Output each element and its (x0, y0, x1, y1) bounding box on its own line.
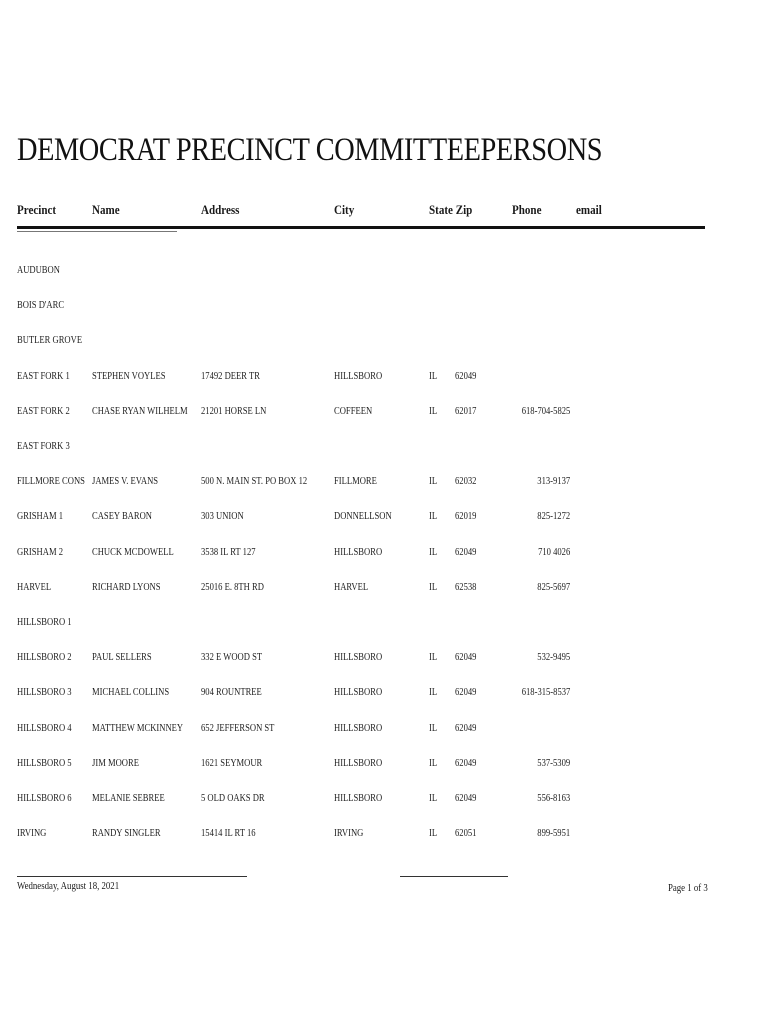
table-row (0, 722, 770, 738)
cell-name: CHUCK MCDOWELL (92, 546, 174, 558)
cell-zip: 62049 (455, 686, 477, 698)
cell-address: 500 N. MAIN ST. PO BOX 12 (201, 475, 308, 487)
cell-precinct: HILLSBORO 5 (17, 757, 72, 769)
cell-phone: 532-9495 (537, 651, 570, 663)
cell-precinct: HILLSBORO 3 (17, 686, 72, 698)
table-row (0, 827, 770, 843)
cell-state: IL (429, 651, 438, 663)
cell-phone: 537-5309 (537, 757, 570, 769)
cell-zip: 62051 (455, 827, 477, 839)
table-row (0, 510, 770, 526)
table-row (0, 792, 770, 808)
cell-precinct: EAST FORK 1 (17, 370, 70, 382)
cell-state: IL (429, 792, 438, 804)
cell-zip: 62049 (455, 722, 477, 734)
cell-state: IL (429, 581, 438, 593)
table-row (0, 686, 770, 702)
cell-city: HILLSBORO (334, 792, 383, 804)
cell-address: 15414 IL RT 16 (201, 827, 256, 839)
table-row (0, 651, 770, 667)
cell-zip: 62049 (455, 370, 477, 382)
cell-phone: 618-704-5825 (521, 405, 570, 417)
cell-name: JAMES V. EVANS (92, 475, 159, 487)
cell-address: 21201 HORSE LN (201, 405, 267, 417)
cell-precinct: HARVEL (17, 581, 52, 593)
cell-address: 5 OLD OAKS DR (201, 792, 265, 804)
cell-city: HILLSBORO (334, 686, 383, 698)
footer-divider-left (17, 876, 247, 877)
cell-phone: 618-315-8537 (521, 686, 570, 698)
cell-city: DONNELLSON (334, 510, 392, 522)
cell-state: IL (429, 827, 438, 839)
cell-precinct: GRISHAM 1 (17, 510, 64, 522)
table-row (0, 370, 770, 386)
table-row (0, 757, 770, 773)
cell-state: IL (429, 475, 438, 487)
cell-precinct: HILLSBORO 6 (17, 792, 72, 804)
cell-phone: 710 4026 (537, 546, 570, 558)
cell-name: PAUL SELLERS (92, 651, 152, 663)
header-state-zip: State Zip (429, 202, 473, 217)
cell-zip: 62032 (455, 475, 477, 487)
cell-name: RICHARD LYONS (92, 581, 161, 593)
cell-state: IL (429, 686, 438, 698)
cell-state: IL (429, 546, 438, 558)
cell-name: MELANIE SEBREE (92, 792, 165, 804)
cell-address: 303 UNION (201, 510, 244, 522)
header-address: Address (201, 202, 240, 217)
cell-state: IL (429, 722, 438, 734)
cell-name: MICHAEL COLLINS (92, 686, 170, 698)
table-row (0, 299, 770, 315)
cell-zip: 62049 (455, 546, 477, 558)
cell-precinct: EAST FORK 2 (17, 405, 70, 417)
cell-city: HILLSBORO (334, 370, 383, 382)
cell-name: MATTHEW MCKINNEY (92, 722, 184, 734)
footer-page-number: Page 1 of 3 (668, 882, 708, 894)
cell-state: IL (429, 510, 438, 522)
header-precinct: Precinct (17, 202, 57, 217)
cell-precinct: HILLSBORO 2 (17, 651, 72, 663)
table-row (0, 440, 770, 456)
cell-city: IRVING (334, 827, 364, 839)
cell-zip: 62049 (455, 757, 477, 769)
cell-phone: 825-5697 (537, 581, 570, 593)
table-row (0, 616, 770, 632)
cell-address: 332 E WOOD ST (201, 651, 263, 663)
cell-precinct: AUDUBON (17, 264, 60, 276)
cell-precinct: BOIS D'ARC (17, 299, 65, 311)
cell-phone: 556-8163 (537, 792, 570, 804)
cell-address: 1621 SEYMOUR (201, 757, 263, 769)
cell-zip: 62019 (455, 510, 477, 522)
cell-precinct: HILLSBORO 4 (17, 722, 72, 734)
header-city: City (334, 202, 355, 217)
header-phone: Phone (512, 202, 542, 217)
cell-city: HILLSBORO (334, 757, 383, 769)
page-title: DEMOCRAT PRECINCT COMMITTEEPERSONS (17, 132, 603, 168)
cell-city: HARVEL (334, 581, 369, 593)
cell-state: IL (429, 370, 438, 382)
table-row (0, 405, 770, 421)
footer-date: Wednesday, August 18, 2021 (17, 880, 120, 892)
header-email: email (576, 202, 602, 217)
footer-divider-mid (400, 876, 508, 877)
table-row (0, 546, 770, 562)
cell-name: STEPHEN VOYLES (92, 370, 166, 382)
cell-address: 652 JEFFERSON ST (201, 722, 275, 734)
cell-address: 25016 E. 8TH RD (201, 581, 264, 593)
cell-precinct: HILLSBORO 1 (17, 616, 72, 628)
cell-zip: 62017 (455, 405, 477, 417)
cell-name: CHASE RYAN WILHELM (92, 405, 188, 417)
cell-city: HILLSBORO (334, 722, 383, 734)
table-row (0, 264, 770, 280)
cell-precinct: GRISHAM 2 (17, 546, 64, 558)
table-row (0, 334, 770, 350)
table-row (0, 475, 770, 491)
cell-city: FILLMORE (334, 475, 377, 487)
cell-name: RANDY SINGLER (92, 827, 161, 839)
cell-address: 3538 IL RT 127 (201, 546, 256, 558)
cell-precinct: BUTLER GROVE (17, 334, 83, 346)
cell-state: IL (429, 757, 438, 769)
cell-city: HILLSBORO (334, 651, 383, 663)
cell-phone: 899-5951 (537, 827, 570, 839)
cell-precinct: FILLMORE CONS (17, 475, 85, 487)
table-row (0, 581, 770, 597)
cell-precinct: EAST FORK 3 (17, 440, 70, 452)
cell-city: HILLSBORO (334, 546, 383, 558)
cell-name: JIM MOORE (92, 757, 139, 769)
cell-zip: 62538 (455, 581, 477, 593)
cell-address: 904 ROUNTREE (201, 686, 262, 698)
cell-phone: 825-1272 (537, 510, 570, 522)
header-name: Name (92, 202, 120, 217)
cell-precinct: IRVING (17, 827, 47, 839)
cell-name: CASEY BARON (92, 510, 152, 522)
cell-city: COFFEEN (334, 405, 373, 417)
cell-state: IL (429, 405, 438, 417)
cell-phone: 313-9137 (537, 475, 570, 487)
cell-zip: 62049 (455, 651, 477, 663)
cell-address: 17492 DEER TR (201, 370, 260, 382)
cell-zip: 62049 (455, 792, 477, 804)
